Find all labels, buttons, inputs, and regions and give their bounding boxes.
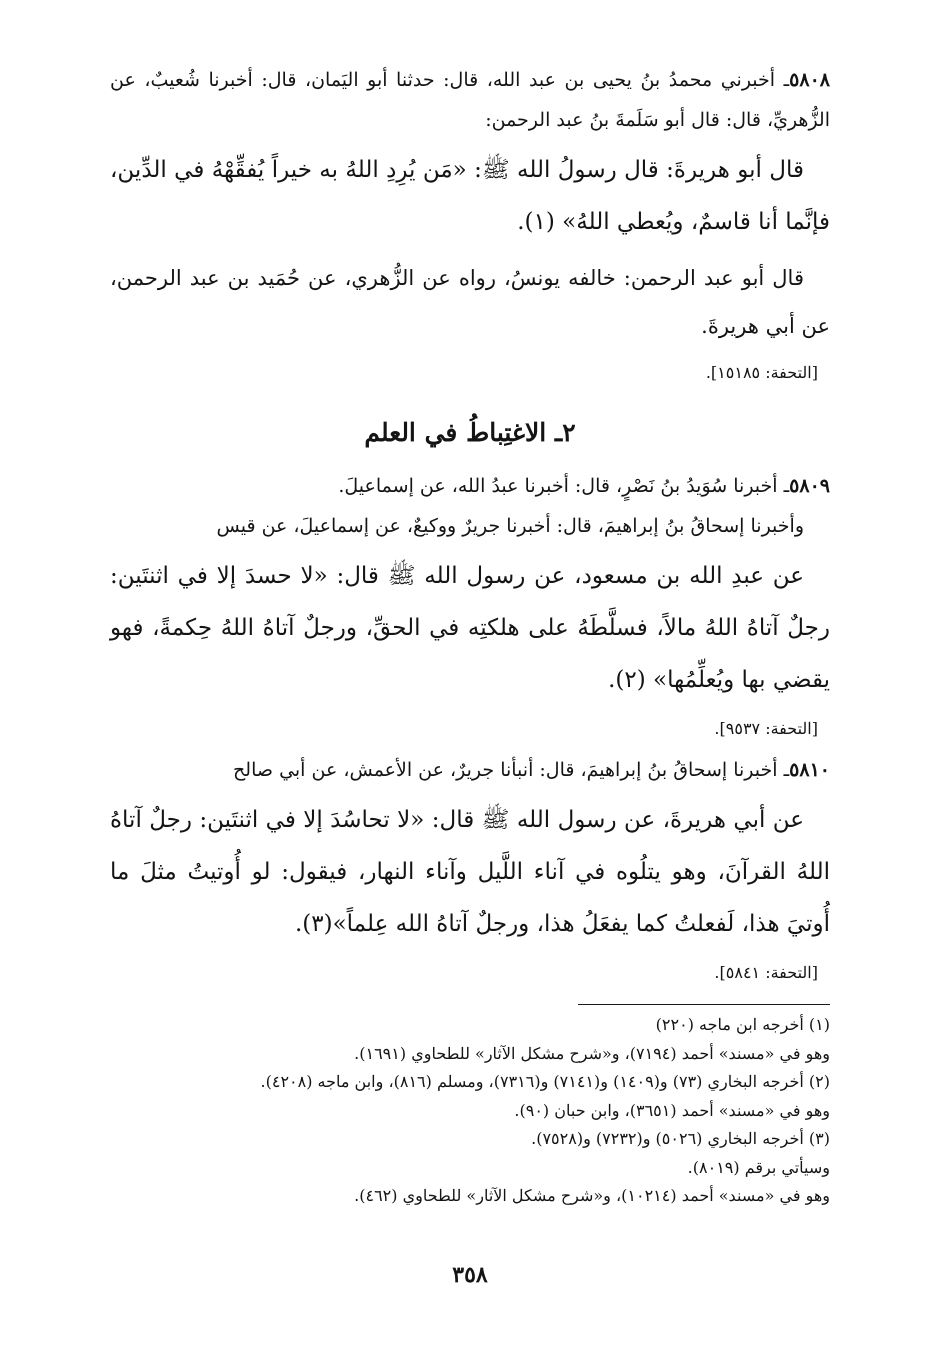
page-number: ٣٥٨ bbox=[452, 1262, 488, 1288]
secondary-isnad: وأخبرنا إسحاقُ بنُ إبراهيمَ، قال: أخبرنا جريرٌ ووكيعٌ، عن إسماعيلَ، عن قيس bbox=[216, 515, 804, 537]
footnote-line: (١) أخرجه ابن ماجه (٢٢٠) bbox=[655, 1015, 830, 1034]
hadith-number: ٥٨٠٨ bbox=[789, 69, 830, 91]
tuhfa-reference: [التحفة: ٥٨٤١]. bbox=[714, 963, 818, 982]
isnad-text: ـ أخبرني محمدُ بنُ يحيى بن عبد الله، قال: حدثنا أبو اليَمان، قال: أخبرنا شُعيبٌ، عن الزُّهريِّ، قال: قال أبو سَلَمةَ بنُ عبد الرحمن: bbox=[110, 69, 830, 131]
footnote-line: وسيأتي برقم (٨٠١٩). bbox=[687, 1157, 830, 1177]
hadith-isnad bbox=[110, 466, 830, 506]
footnotes bbox=[110, 1011, 830, 1211]
tuhfa-reference: [التحفة: ٩٥٣٧]. bbox=[714, 719, 818, 738]
footnote-divider bbox=[578, 1004, 830, 1005]
hadith-matn: قال أبو هريرةَ: قال رسولُ الله ﷺ: «مَن يُرِدِ اللهُ به خيراً يُفقِّهْهُ في الدِّين، فإنَّما أنا قاسمٌ، ويُعطي اللهُ» (١). bbox=[110, 157, 830, 235]
footnote-line: (٢) أخرجه البخاري (٧٣) و(١٤٠٩) و(٧١٤١) و(٧٣١٦)، ومسلم (٨١٦)، وابن ماجه (٤٢٠٨). bbox=[260, 1072, 830, 1091]
isnad-text: ـ أخبرنا سُوَيدُ بنُ نَصْرٍ، قال: أخبرنا عبدُ الله، عن إسماعيلَ. bbox=[338, 475, 790, 497]
hadith-matn: عن أبي هريرةَ، عن رسول الله ﷺ قال: «لا تحاسُدَ إلا في اثنتَين: رجلٌ آتاهُ اللهُ القرآنَ، وهو يتلُوه في آناء اللَّيل وآناء النهار، فيقول: لو أُوتيتُ مثلَ ما أُوتيَ هذا، لَفعلتُ كما يفعَلُ هذا، ورجلٌ آتاهُ الله عِلماً»(٣). bbox=[110, 807, 830, 937]
author-comment: قال أبو عبد الرحمن: خالفه يونسُ، رواه عن الزُّهري، عن حُمَيد بن عبد الرحمن، عن أبي هريرةَ. bbox=[110, 266, 830, 338]
footnote-line: وهو في «مسند» أحمد (٣٦٥١)، وابن حبان (٩٠). bbox=[514, 1100, 830, 1120]
hadith-5808 bbox=[110, 60, 830, 388]
hadith-isnad bbox=[110, 750, 830, 790]
footnote-line: وهو في «مسند» أحمد (٧١٩٤)، و«شرح مشكل الآثار» للطحاوي (١٦٩١). bbox=[354, 1043, 830, 1063]
hadith-5809 bbox=[110, 466, 830, 744]
isnad-text: ـ أخبرنا إسحاقُ بنُ إبراهيمَ، قال: أنبأنا جريرٌ، عن الأعمش، عن أبي صالح bbox=[233, 759, 790, 781]
page-body bbox=[110, 60, 830, 1211]
footnote-line: (٣) أخرجه البخاري (٥٠٢٦) و(٧٢٣٢) و(٧٥٢٨). bbox=[531, 1129, 830, 1148]
hadith-number: ٥٨١٠ bbox=[789, 759, 830, 781]
hadith-5810 bbox=[110, 750, 830, 988]
tuhfa-reference: [التحفة: ١٥١٨٥]. bbox=[705, 363, 818, 382]
hadith-number: ٥٨٠٩ bbox=[789, 475, 830, 497]
hadith-matn: عن عبدِ الله بن مسعود، عن رسول الله ﷺ قال: «لا حسدَ إلا في اثنتَين: رجلٌ آتاهُ اللهُ مالاً، فسلَّطَهُ على هلكتِه في الحقِّ، ورجلٌ آتاهُ اللهُ حِكمةً، فهو يقضي بها ويُعلِّمُها» (٢). bbox=[110, 563, 830, 693]
footnote-line: وهو في «مسند» أحمد (١٠٢١٤)، و«شرح مشكل الآثار» للطحاوي (٤٦٢). bbox=[354, 1186, 830, 1205]
hadith-isnad bbox=[110, 60, 830, 140]
chapter-title: ٢ـ الاغتِباطُ في العلم bbox=[364, 418, 576, 447]
